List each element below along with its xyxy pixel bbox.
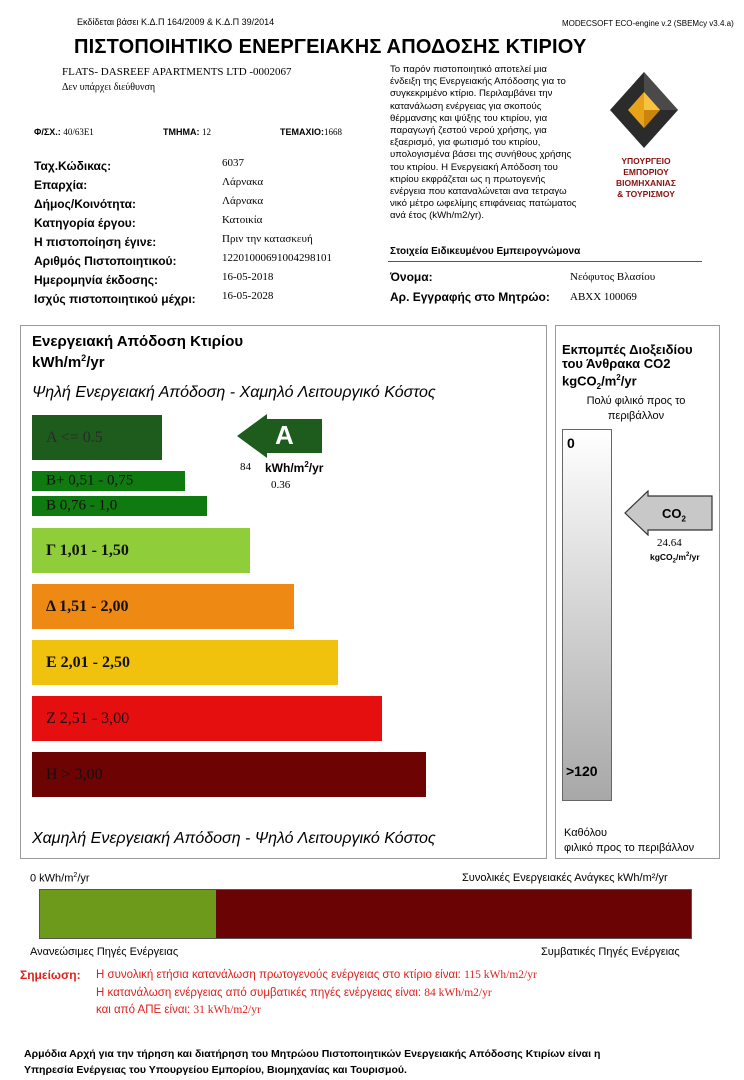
building-details — [34, 157, 332, 309]
building-address: Δεν υπάρχει διεύθυνση — [62, 82, 156, 93]
co2-title: Εκπομπές Διοξειδίου του Άνθρακα CO2 $kgCO_2/m^2/yr$ — [562, 342, 693, 391]
totals-zero-label: 0 kWh/$m^2/yr$ — [30, 872, 90, 885]
energy-ratio: 0.36 — [271, 479, 291, 491]
band-b — [32, 496, 207, 516]
rating-letter: A — [275, 420, 294, 450]
band-h — [32, 752, 426, 797]
note-line-1: Η συνολική ετήσια κατανάλωση πρωτογενούς ενέργειας στο κτίριο είναι: 115 kWh/m2/yr — [96, 969, 537, 981]
energy-unit: kWh/$m^2/yr$ — [32, 353, 105, 371]
footer-text: Αρμόδια Αρχή για την τήρηση και διατήρηση του Μητρώου Πιστοποιητικών Ενεργειακής Απόδοσης Κτιρίων είναι η Υπηρεσία Ενέργειας του Υπουργείου Εμπορίου, Βιομηχανίας και Τουρισμού. — [24, 1048, 601, 1076]
co2-scale-bottom: >120 — [566, 763, 598, 779]
band-label: Δ 1,51 - 2,00 — [46, 597, 129, 615]
co2-value-unit: $kgCO_2/m^2/yr$ — [650, 552, 700, 565]
building-owner: FLATS- DASREEF APARTMENTS LTD -0002067 — [62, 66, 292, 78]
note-line-2: Η κατανάλωση ενέργειας από συμβατικές πηγές ενέργειας είναι: 84 kWh/m2/yr — [96, 987, 492, 999]
expert-reg-number: ABXX 100069 — [570, 291, 637, 303]
note-line-3: και από ΑΠΕ είναι: 31 kWh/m2/yr — [96, 1004, 261, 1016]
band-label: A <= 0.5 — [46, 428, 103, 446]
certificate-description: Το παρόν πιστοποιητικό αποτελεί μια ένδειξη της Ενεργειακής Απόδοσης για το συγκεκριμένο κτίριο. Περιλαμβάνει την κατανάλωση ενέργειας για σκοπούς θέρμανσης και ψύξης του κτιρίου, για παραγωγή ζεστού νερού χρήσης, για εξαερισμό, για φωτισμό του κτιρίου, υπολογισμένα βάσει της συνήθους χρήσης του κτιρίου. Η Ενεργειακή Απόδοση του κτιρίου εκφράζεται ως η πρωτογενής ενέργεια που καταναλώνεται ανα τετραγω νικό μέτρο ωφελίμης επιφάνειας πατώματος ανά έτος (kWh/m2/yr). — [390, 64, 577, 222]
conventional-label: Συμβατικές Πηγές Ενέργειας — [541, 946, 680, 958]
co2-arrow-label: $CO_2$ — [662, 506, 686, 524]
detail-row: Η πιστοποίηση έγινε: Πριν την κατασκευή — [34, 233, 313, 249]
band-label: Z 2,51 - 3,00 — [46, 709, 130, 727]
band-delta — [32, 584, 294, 629]
renewable-segment — [40, 890, 216, 938]
detail-row: Αριθμός Πιστοποιητικού: 1220100069100429810​1 — [34, 252, 332, 268]
legal-basis: Εκδίδεται βάσει Κ.Δ.Π 164/2009 & Κ.Δ.Π 39/2014 — [77, 17, 275, 27]
ministry-logo-icon — [608, 70, 680, 150]
file-number: Φ/ΣΧ.: 40/63Ε1 — [34, 127, 94, 137]
co2-scale — [562, 429, 612, 801]
co2-scale-top: 0 — [567, 435, 575, 451]
detail-row: Κατηγορία έργου: Κατοικία — [34, 214, 263, 230]
bottom-caption: Χαμηλή Ενεργειακή Απόδοση - Ψηλό Λειτουργικό Κόστος — [32, 830, 436, 847]
detail-row: Δήμος/Κοινότητα: Λάρνακα — [34, 195, 264, 211]
detail-row: Ταχ.Κώδικας: 6037 — [34, 157, 244, 173]
band-label: H > 3,00 — [46, 765, 103, 783]
co2-top-text: Πολύ φιλικό προς το περιβάλλον — [586, 395, 686, 422]
band-z — [32, 696, 382, 741]
band-gamma — [32, 528, 250, 573]
band-a — [32, 415, 162, 460]
band-label: Γ 1,01 - 1,50 — [46, 541, 129, 559]
band-label: B+ 0,51 - 0,75 — [46, 472, 134, 489]
plot-number: ΤΕΜΑΧΙΟ:1668 — [280, 127, 342, 137]
detail-row: Επαρχία: Λάρνακα — [34, 176, 264, 192]
energy-value-unit: kWh/$m^2/yr$ — [265, 460, 324, 475]
energy-value: 84 — [240, 461, 251, 473]
band-b-plus — [32, 471, 185, 491]
ministry-name: ΥΠΟΥΡΓΕΙΟ ΕΜΠΟΡΙΟΥ ΒΙΟΜΗΧΑΝΙΑΣ & ΤΟΥΡΙΣΜΟΥ — [616, 156, 676, 199]
conventional-segment — [216, 890, 691, 938]
expert-reg-label: Αρ. Εγγραφής στο Μητρώο: — [390, 290, 550, 304]
energy-title: Ενεργειακή Απόδοση Κτιρίου — [32, 333, 244, 350]
section-number: ΤΜΗΜΑ: 12 — [163, 127, 212, 137]
software-engine: MODECSOFT ECO-engine v.2 (SBEMcy v3.4.a) — [562, 19, 734, 28]
certificate-title: ΠΙΣΤΟΠΟΙΗΤΙΚΟ ΕΝΕΡΓΕΙΑΚΗΣ ΑΠΟΔΟΣΗΣ ΚΤΙΡΙΟΥ — [74, 36, 587, 58]
band-label: B 0,76 - 1,0 — [46, 497, 118, 514]
top-caption: Ψηλή Ενεργειακή Απόδοση - Χαμηλό Λειτουργικό Κόστος — [32, 384, 436, 401]
energy-source-bar — [39, 889, 692, 939]
detail-row: Ημερομηνία έκδοσης: 16-05-2018 — [34, 271, 274, 287]
renewable-label: Ανανεώσιμες Πηγές Ενέργειας — [30, 946, 179, 958]
expert-name: Νεόφυτος Βλασίου — [570, 271, 656, 283]
detail-row: Ισχύς πιστοποιητικού μέχρι: 16-05-2028 — [34, 290, 274, 306]
co2-value: 24.64 — [657, 537, 682, 549]
expert-name-label: Όνομα: — [390, 270, 433, 284]
band-label: E 2,01 - 2,50 — [46, 653, 130, 671]
note-label: Σημείωση: — [20, 968, 81, 982]
totals-right-label: Συνολικές Ενεργειακές Ανάγκες kWh/m²/yr — [462, 872, 668, 884]
expert-heading: Στοιχεία Ειδικευμένου Εμπειρογνώμονα — [390, 246, 581, 257]
band-e — [32, 640, 338, 685]
co2-bottom-text: Καθόλου φιλικό προς το περιβάλλον — [564, 827, 695, 854]
divider — [388, 261, 702, 262]
